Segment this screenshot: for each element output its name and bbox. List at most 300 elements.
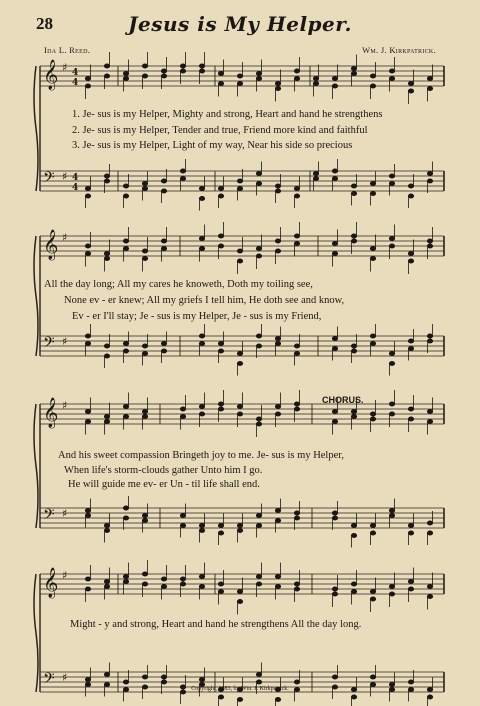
note-head	[142, 519, 147, 523]
note-head	[351, 192, 356, 196]
sharp-icon: ♯	[62, 569, 68, 582]
note-head	[218, 82, 223, 86]
note-head	[370, 675, 375, 679]
note-head	[256, 77, 261, 81]
note-head	[161, 247, 166, 251]
note-head	[370, 417, 375, 421]
note-head	[427, 334, 432, 338]
time-signature-icon: 4	[72, 78, 79, 88]
note-head	[427, 420, 432, 424]
note-head	[237, 249, 242, 253]
note-head	[161, 74, 166, 78]
note-head	[275, 519, 280, 523]
note-head	[199, 64, 204, 68]
note-head	[142, 415, 147, 419]
note-head	[85, 342, 90, 346]
note-head	[351, 410, 356, 414]
note-head	[408, 417, 413, 421]
note-head	[427, 521, 432, 525]
note-head	[408, 580, 413, 584]
note-head	[85, 244, 90, 248]
note-head	[104, 529, 109, 533]
note-head	[332, 511, 337, 515]
note-head	[161, 349, 166, 353]
note-head	[427, 179, 432, 183]
note-head	[199, 69, 204, 73]
note-head	[332, 592, 337, 596]
note-head	[275, 575, 280, 579]
note-head	[408, 407, 413, 411]
note-head	[370, 342, 375, 346]
note-head	[294, 511, 299, 515]
note-head	[332, 177, 337, 181]
note-head	[256, 417, 261, 421]
note-head	[389, 585, 394, 589]
note-head	[180, 415, 185, 419]
note-head	[123, 415, 128, 419]
note-head	[294, 582, 299, 586]
note-head	[332, 337, 337, 341]
note-head	[351, 67, 356, 71]
note-head	[389, 237, 394, 241]
note-head	[332, 410, 337, 414]
note-head	[370, 531, 375, 535]
note-head	[351, 534, 356, 538]
note-head	[351, 415, 356, 419]
note-head	[218, 234, 223, 238]
note-head	[218, 695, 223, 699]
note-head	[275, 189, 280, 193]
bass-clef-icon: 𝄢	[43, 670, 55, 691]
note-head	[351, 184, 356, 188]
system1-verse2: 2. Je- sus is my Helper, Tender and true, Friend more kind and faithful	[72, 125, 368, 136]
system3-verse2: When life's storm-clouds gather Unto him I go.	[64, 465, 263, 476]
sharp-icon: ♯	[62, 231, 68, 244]
hymn-title: Jesus is My Helper.	[128, 12, 352, 36]
note-head	[199, 585, 204, 589]
note-head	[180, 582, 185, 586]
note-head	[218, 349, 223, 353]
note-head	[275, 509, 280, 513]
note-head	[389, 402, 394, 406]
note-head	[256, 247, 261, 251]
note-head	[370, 84, 375, 88]
note-head	[294, 77, 299, 81]
note-head	[104, 64, 109, 68]
note-head	[408, 259, 413, 263]
note-head	[351, 524, 356, 528]
brace-icon	[34, 236, 38, 356]
time-signature-icon: 4	[72, 183, 79, 193]
note-head	[218, 524, 223, 528]
note-head	[389, 412, 394, 416]
note-head	[142, 74, 147, 78]
treble-clef-icon: 𝄞	[43, 60, 59, 90]
copyright-notice: Copyright, 1883, by Wm. J. Kirkpatrick.	[191, 686, 289, 692]
note-head	[351, 234, 356, 238]
note-head	[85, 587, 90, 591]
note-head	[180, 69, 185, 73]
note-head	[180, 407, 185, 411]
note-head	[85, 77, 90, 81]
note-head	[256, 334, 261, 338]
note-head	[389, 362, 394, 366]
note-head	[332, 242, 337, 246]
note-head	[104, 524, 109, 528]
note-head	[389, 352, 394, 356]
note-head	[123, 680, 128, 684]
note-head	[142, 675, 147, 679]
note-head	[294, 402, 299, 406]
note-head	[294, 344, 299, 348]
note-head	[161, 577, 166, 581]
note-head	[256, 182, 261, 186]
note-head	[199, 412, 204, 416]
note-head	[256, 344, 261, 348]
note-head	[123, 77, 128, 81]
note-head	[275, 405, 280, 409]
note-head	[237, 259, 242, 263]
sharp-icon: ♯	[62, 507, 68, 520]
note-head	[370, 257, 375, 261]
note-head	[237, 362, 242, 366]
note-head	[389, 182, 394, 186]
note-head	[123, 580, 128, 584]
note-head	[142, 187, 147, 191]
note-head	[351, 344, 356, 348]
note-head	[85, 410, 90, 414]
brace-icon	[34, 574, 38, 692]
note-head	[218, 342, 223, 346]
chorus-label: CHORUS.	[322, 395, 364, 405]
bass-clef-icon: 𝄢	[43, 169, 55, 190]
note-head	[256, 575, 261, 579]
note-head	[370, 247, 375, 251]
note-head	[408, 587, 413, 591]
note-head	[218, 194, 223, 198]
note-head	[161, 189, 166, 193]
note-head	[199, 334, 204, 338]
page-number: 28	[36, 14, 53, 33]
note-head	[351, 590, 356, 594]
note-head	[85, 194, 90, 198]
note-head	[85, 678, 90, 682]
note-head	[256, 514, 261, 518]
note-head	[332, 84, 337, 88]
note-head	[275, 87, 280, 91]
note-head	[218, 582, 223, 586]
note-head	[332, 587, 337, 591]
sharp-icon: ♯	[62, 399, 68, 412]
note-head	[427, 695, 432, 699]
note-head	[180, 524, 185, 528]
note-head	[237, 412, 242, 416]
note-head	[256, 254, 261, 258]
note-head	[389, 244, 394, 248]
note-head	[427, 87, 432, 91]
note-head	[161, 675, 166, 679]
note-head	[408, 524, 413, 528]
treble-clef-icon: 𝄞	[43, 568, 59, 598]
note-head	[237, 179, 242, 183]
note-head	[294, 680, 299, 684]
note-head	[123, 506, 128, 510]
note-head	[294, 352, 299, 356]
treble-clef-icon: 𝄞	[43, 398, 59, 428]
note-head	[294, 69, 299, 73]
note-head	[85, 187, 90, 191]
note-head	[332, 252, 337, 256]
note-head	[104, 74, 109, 78]
note-head	[294, 194, 299, 198]
note-head	[294, 242, 299, 246]
system2-verse2: None ev - er knew; All my griefs I tell him, He doth see and know,	[64, 295, 345, 306]
note-head	[332, 516, 337, 520]
note-head	[256, 673, 261, 677]
sharp-icon: ♯	[62, 170, 68, 183]
note-head	[237, 698, 242, 702]
sharp-icon: ♯	[62, 671, 68, 684]
note-head	[237, 529, 242, 533]
system1-verse3: 3. Je- sus is my Helper, Light of my way, Near his side so precious	[72, 140, 353, 151]
note-head	[142, 257, 147, 261]
note-head	[123, 349, 128, 353]
note-head	[351, 72, 356, 76]
system3-verse1: And his sweet compassion Bringeth joy to me. Je- sus is my Helper,	[58, 450, 344, 461]
brace-icon	[34, 66, 38, 191]
note-head	[104, 415, 109, 419]
note-head	[104, 354, 109, 358]
note-head	[123, 575, 128, 579]
note-head	[161, 342, 166, 346]
note-head	[104, 252, 109, 256]
note-head	[142, 352, 147, 356]
note-head	[275, 342, 280, 346]
note-head	[123, 239, 128, 243]
note-head	[256, 172, 261, 176]
note-head	[85, 252, 90, 256]
note-head	[275, 585, 280, 589]
note-head	[123, 405, 128, 409]
lyricist-credit: Ida L. Reed.	[44, 45, 91, 55]
note-head	[256, 582, 261, 586]
brace-icon	[34, 404, 38, 528]
note-head	[370, 182, 375, 186]
note-head	[294, 234, 299, 238]
note-head	[427, 172, 432, 176]
note-head	[104, 580, 109, 584]
note-head	[237, 590, 242, 594]
note-head	[389, 514, 394, 518]
note-head	[161, 680, 166, 684]
note-head	[332, 77, 337, 81]
note-head	[85, 334, 90, 338]
note-head	[161, 239, 166, 243]
note-head	[389, 77, 394, 81]
note-head	[142, 582, 147, 586]
note-head	[370, 192, 375, 196]
note-head	[104, 257, 109, 261]
note-head	[142, 182, 147, 186]
note-head	[218, 244, 223, 248]
note-head	[275, 412, 280, 416]
time-signature-icon: 4	[72, 68, 79, 78]
note-head	[408, 89, 413, 93]
note-head	[180, 169, 185, 173]
note-head	[104, 420, 109, 424]
note-head	[370, 524, 375, 528]
note-head	[142, 344, 147, 348]
note-head	[199, 342, 204, 346]
note-head	[256, 680, 261, 684]
note-head	[218, 187, 223, 191]
note-head	[370, 74, 375, 78]
bass-clef-icon: 𝄢	[43, 334, 55, 355]
note-head	[237, 352, 242, 356]
note-head	[427, 595, 432, 599]
note-head	[408, 252, 413, 256]
note-head	[427, 531, 432, 535]
note-head	[237, 600, 242, 604]
note-head	[218, 402, 223, 406]
note-head	[85, 509, 90, 513]
note-head	[275, 337, 280, 341]
note-head	[142, 514, 147, 518]
note-head	[104, 179, 109, 183]
note-head	[142, 572, 147, 576]
note-head	[199, 187, 204, 191]
note-head	[313, 77, 318, 81]
note-head	[294, 407, 299, 411]
note-head	[332, 675, 337, 679]
note-head	[218, 590, 223, 594]
note-head	[180, 177, 185, 181]
note-head	[218, 531, 223, 535]
note-head	[180, 514, 185, 518]
note-head	[237, 524, 242, 528]
note-head	[199, 197, 204, 201]
note-head	[427, 585, 432, 589]
note-head	[142, 249, 147, 253]
note-head	[104, 344, 109, 348]
note-head	[85, 514, 90, 518]
note-head	[161, 69, 166, 73]
note-head	[408, 347, 413, 351]
time-signature-icon: 4	[72, 173, 79, 183]
note-head	[294, 587, 299, 591]
note-head	[370, 597, 375, 601]
note-head	[199, 529, 204, 533]
note-head	[218, 407, 223, 411]
note-head	[275, 82, 280, 86]
note-head	[199, 237, 204, 241]
note-head	[161, 585, 166, 589]
system3-verse3: He will guide me ev- er Un - til life shall end.	[68, 479, 260, 490]
note-head	[123, 194, 128, 198]
bass-clef-icon: 𝄢	[43, 506, 55, 527]
treble-clef-icon: 𝄞	[43, 230, 59, 260]
note-head	[389, 592, 394, 596]
note-head	[161, 179, 166, 183]
note-head	[104, 673, 109, 677]
note-head	[256, 524, 261, 528]
note-head	[351, 582, 356, 586]
note-head	[389, 174, 394, 178]
system2-verse1: All the day long; All my cares he knoweth, Doth my toiling see,	[44, 279, 313, 290]
note-head	[123, 72, 128, 76]
note-head	[123, 247, 128, 251]
note-head	[427, 77, 432, 81]
note-head	[351, 239, 356, 243]
note-head	[370, 334, 375, 338]
note-head	[294, 516, 299, 520]
note-head	[370, 590, 375, 594]
note-head	[408, 184, 413, 188]
note-head	[85, 577, 90, 581]
note-head	[85, 420, 90, 424]
note-head	[256, 72, 261, 76]
note-head	[313, 177, 318, 181]
note-head	[199, 678, 204, 682]
note-head	[313, 82, 318, 86]
note-head	[427, 410, 432, 414]
note-head	[389, 69, 394, 73]
system2-verse3: Ev - er I'll stay; Je - sus is my Helper, Je - sus is my Friend,	[72, 311, 322, 322]
note-head	[237, 74, 242, 78]
note-head	[237, 405, 242, 409]
note-head	[85, 84, 90, 88]
note-head	[351, 695, 356, 699]
sharp-icon: ♯	[62, 61, 68, 74]
note-head	[199, 405, 204, 409]
note-head	[408, 339, 413, 343]
note-head	[313, 172, 318, 176]
note-head	[332, 347, 337, 351]
note-head	[275, 698, 280, 702]
note-head	[427, 339, 432, 343]
note-head	[256, 422, 261, 426]
note-head	[218, 72, 223, 76]
sharp-icon: ♯	[62, 335, 68, 348]
composer-credit: Wm. J. Kirkpatrick.	[362, 45, 436, 55]
note-head	[351, 349, 356, 353]
note-head	[408, 531, 413, 535]
note-head	[199, 247, 204, 251]
note-head	[142, 410, 147, 414]
system4-verse1: Might - y and strong, Heart and hand he strengthens All the day long.	[70, 619, 362, 630]
note-head	[142, 64, 147, 68]
note-head	[123, 516, 128, 520]
note-head	[104, 174, 109, 178]
note-head	[275, 249, 280, 253]
note-head	[389, 509, 394, 513]
note-head	[237, 82, 242, 86]
note-head	[199, 575, 204, 579]
note-head	[408, 82, 413, 86]
note-head	[332, 420, 337, 424]
note-head	[275, 184, 280, 188]
note-head	[408, 194, 413, 198]
note-head	[427, 244, 432, 248]
note-head	[123, 184, 128, 188]
note-head	[180, 577, 185, 581]
note-head	[294, 187, 299, 191]
note-head	[180, 64, 185, 68]
note-head	[123, 342, 128, 346]
note-head	[104, 585, 109, 589]
note-head	[199, 524, 204, 528]
note-head	[370, 412, 375, 416]
